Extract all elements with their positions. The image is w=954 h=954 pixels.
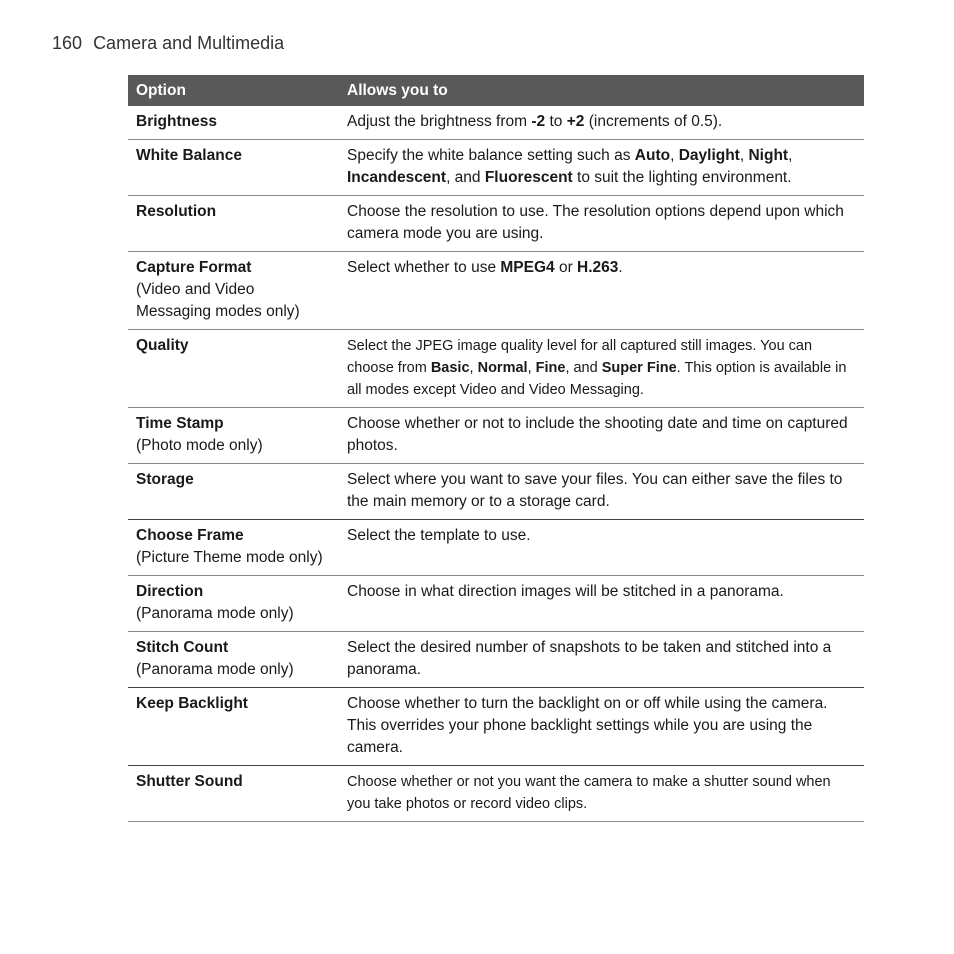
description-text: Select the template to use. — [347, 527, 531, 544]
description-text: , — [527, 360, 536, 376]
description-keyword: MPEG4 — [500, 259, 555, 276]
description-text: Select the JPEG image quality level for all captured still images. You can choose from — [347, 338, 813, 376]
option-description — [334, 196, 864, 252]
option-name: Keep Backlight — [136, 695, 248, 712]
description-text: Specify the white balance setting such as — [347, 147, 635, 164]
table-row — [128, 106, 864, 140]
description-keyword: H.263 — [577, 259, 619, 276]
option-description — [334, 520, 864, 576]
table-row — [128, 140, 864, 196]
table-row — [128, 632, 864, 688]
description-text: , — [739, 147, 749, 164]
option-description — [334, 140, 864, 196]
description-text: Choose the resolution to use. The resolution options depend upon which camera mode you are using. — [347, 203, 844, 242]
option-description — [334, 576, 864, 632]
table-row — [128, 330, 864, 408]
option-name: Direction — [136, 583, 204, 600]
option-description — [334, 688, 864, 766]
description-keyword: Daylight — [678, 147, 740, 164]
option-cell — [128, 330, 334, 408]
description-text: , — [788, 147, 793, 164]
option-description — [334, 330, 864, 408]
option-description — [334, 252, 864, 330]
option-name: Resolution — [136, 203, 217, 220]
page-header — [52, 33, 284, 54]
option-cell — [128, 408, 334, 464]
description-text: Choose in what direction images will be stitched in a panorama. — [347, 583, 784, 600]
option-note: (Panorama mode only) — [136, 605, 294, 622]
option-description — [334, 632, 864, 688]
column-header-option: Option — [128, 75, 334, 106]
option-note: (Photo mode only) — [136, 437, 263, 454]
option-name: Choose Frame — [136, 527, 244, 544]
option-cell — [128, 140, 334, 196]
description-text: , — [469, 360, 478, 376]
option-description — [334, 464, 864, 520]
description-keyword: Auto — [634, 147, 671, 164]
description-text: or — [554, 259, 578, 276]
description-text: . This option is available in all modes except Video and Video Messaging. — [347, 360, 847, 398]
description-keyword: Night — [748, 147, 789, 164]
option-name: White Balance — [136, 147, 242, 164]
option-cell — [128, 196, 334, 252]
option-name: Capture Format — [136, 259, 252, 276]
table-row — [128, 520, 864, 576]
description-text: . — [618, 259, 623, 276]
option-name: Stitch Count — [136, 639, 229, 656]
option-cell — [128, 106, 334, 140]
option-cell — [128, 520, 334, 576]
description-keyword: Super Fine — [601, 360, 677, 376]
description-text: to — [545, 113, 567, 130]
table-row — [128, 576, 864, 632]
description-keyword: Fine — [535, 360, 566, 376]
option-name: Quality — [136, 337, 189, 354]
description-text: Choose whether or not you want the camera to make a shutter sound when you take photos or record video clips. — [347, 774, 831, 812]
description-text: to suit the lighting environment. — [572, 169, 792, 186]
description-text: Select the desired number of snapshots to be taken and stitched into a panorama. — [347, 639, 832, 678]
option-note: (Panorama mode only) — [136, 661, 294, 678]
description-text: , and — [446, 169, 485, 186]
description-text: Select where you want to save your files. You can either save the files to the main memory or to a storage card. — [347, 471, 843, 510]
option-cell — [128, 464, 334, 520]
option-name: Brightness — [136, 113, 217, 130]
description-keyword: -2 — [531, 113, 546, 130]
option-cell — [128, 252, 334, 330]
option-description — [334, 408, 864, 464]
description-keyword: Basic — [430, 360, 470, 376]
option-name: Time Stamp — [136, 415, 224, 432]
table-row — [128, 766, 864, 822]
description-text: , and — [565, 360, 602, 376]
description-text: Select whether to use — [347, 259, 501, 276]
section-title: Camera and Multimedia — [93, 33, 285, 53]
table-header-row — [128, 75, 864, 106]
description-text: (increments of 0.5). — [584, 113, 723, 130]
option-note: (Picture Theme mode only) — [136, 549, 323, 566]
option-note: (Video and Video Messaging modes only) — [136, 281, 300, 320]
description-text: , — [670, 147, 679, 164]
description-keyword: Normal — [477, 360, 528, 376]
table-body — [128, 106, 864, 822]
option-cell — [128, 632, 334, 688]
table-row — [128, 464, 864, 520]
option-name: Shutter Sound — [136, 773, 243, 790]
table-row — [128, 196, 864, 252]
column-header-allows: Allows you to — [334, 75, 864, 106]
description-keyword: Incandescent — [347, 169, 447, 186]
option-cell — [128, 576, 334, 632]
description-keyword: Fluorescent — [484, 169, 573, 186]
table-row — [128, 688, 864, 766]
option-description — [334, 106, 864, 140]
page-number: 160 — [52, 33, 83, 53]
options-table — [128, 75, 864, 822]
option-cell — [128, 766, 334, 822]
description-text: Choose whether to turn the backlight on or off while using the camera. This overrides your phone backlight settings while you are using the camera. — [347, 695, 828, 756]
description-text: Choose whether or not to include the shooting date and time on captured photos. — [347, 415, 848, 454]
table-row — [128, 252, 864, 330]
option-cell — [128, 688, 334, 766]
description-keyword: +2 — [566, 113, 585, 130]
description-text: Adjust the brightness from — [347, 113, 532, 130]
option-description — [334, 766, 864, 822]
option-name: Storage — [136, 471, 194, 488]
table-row — [128, 408, 864, 464]
